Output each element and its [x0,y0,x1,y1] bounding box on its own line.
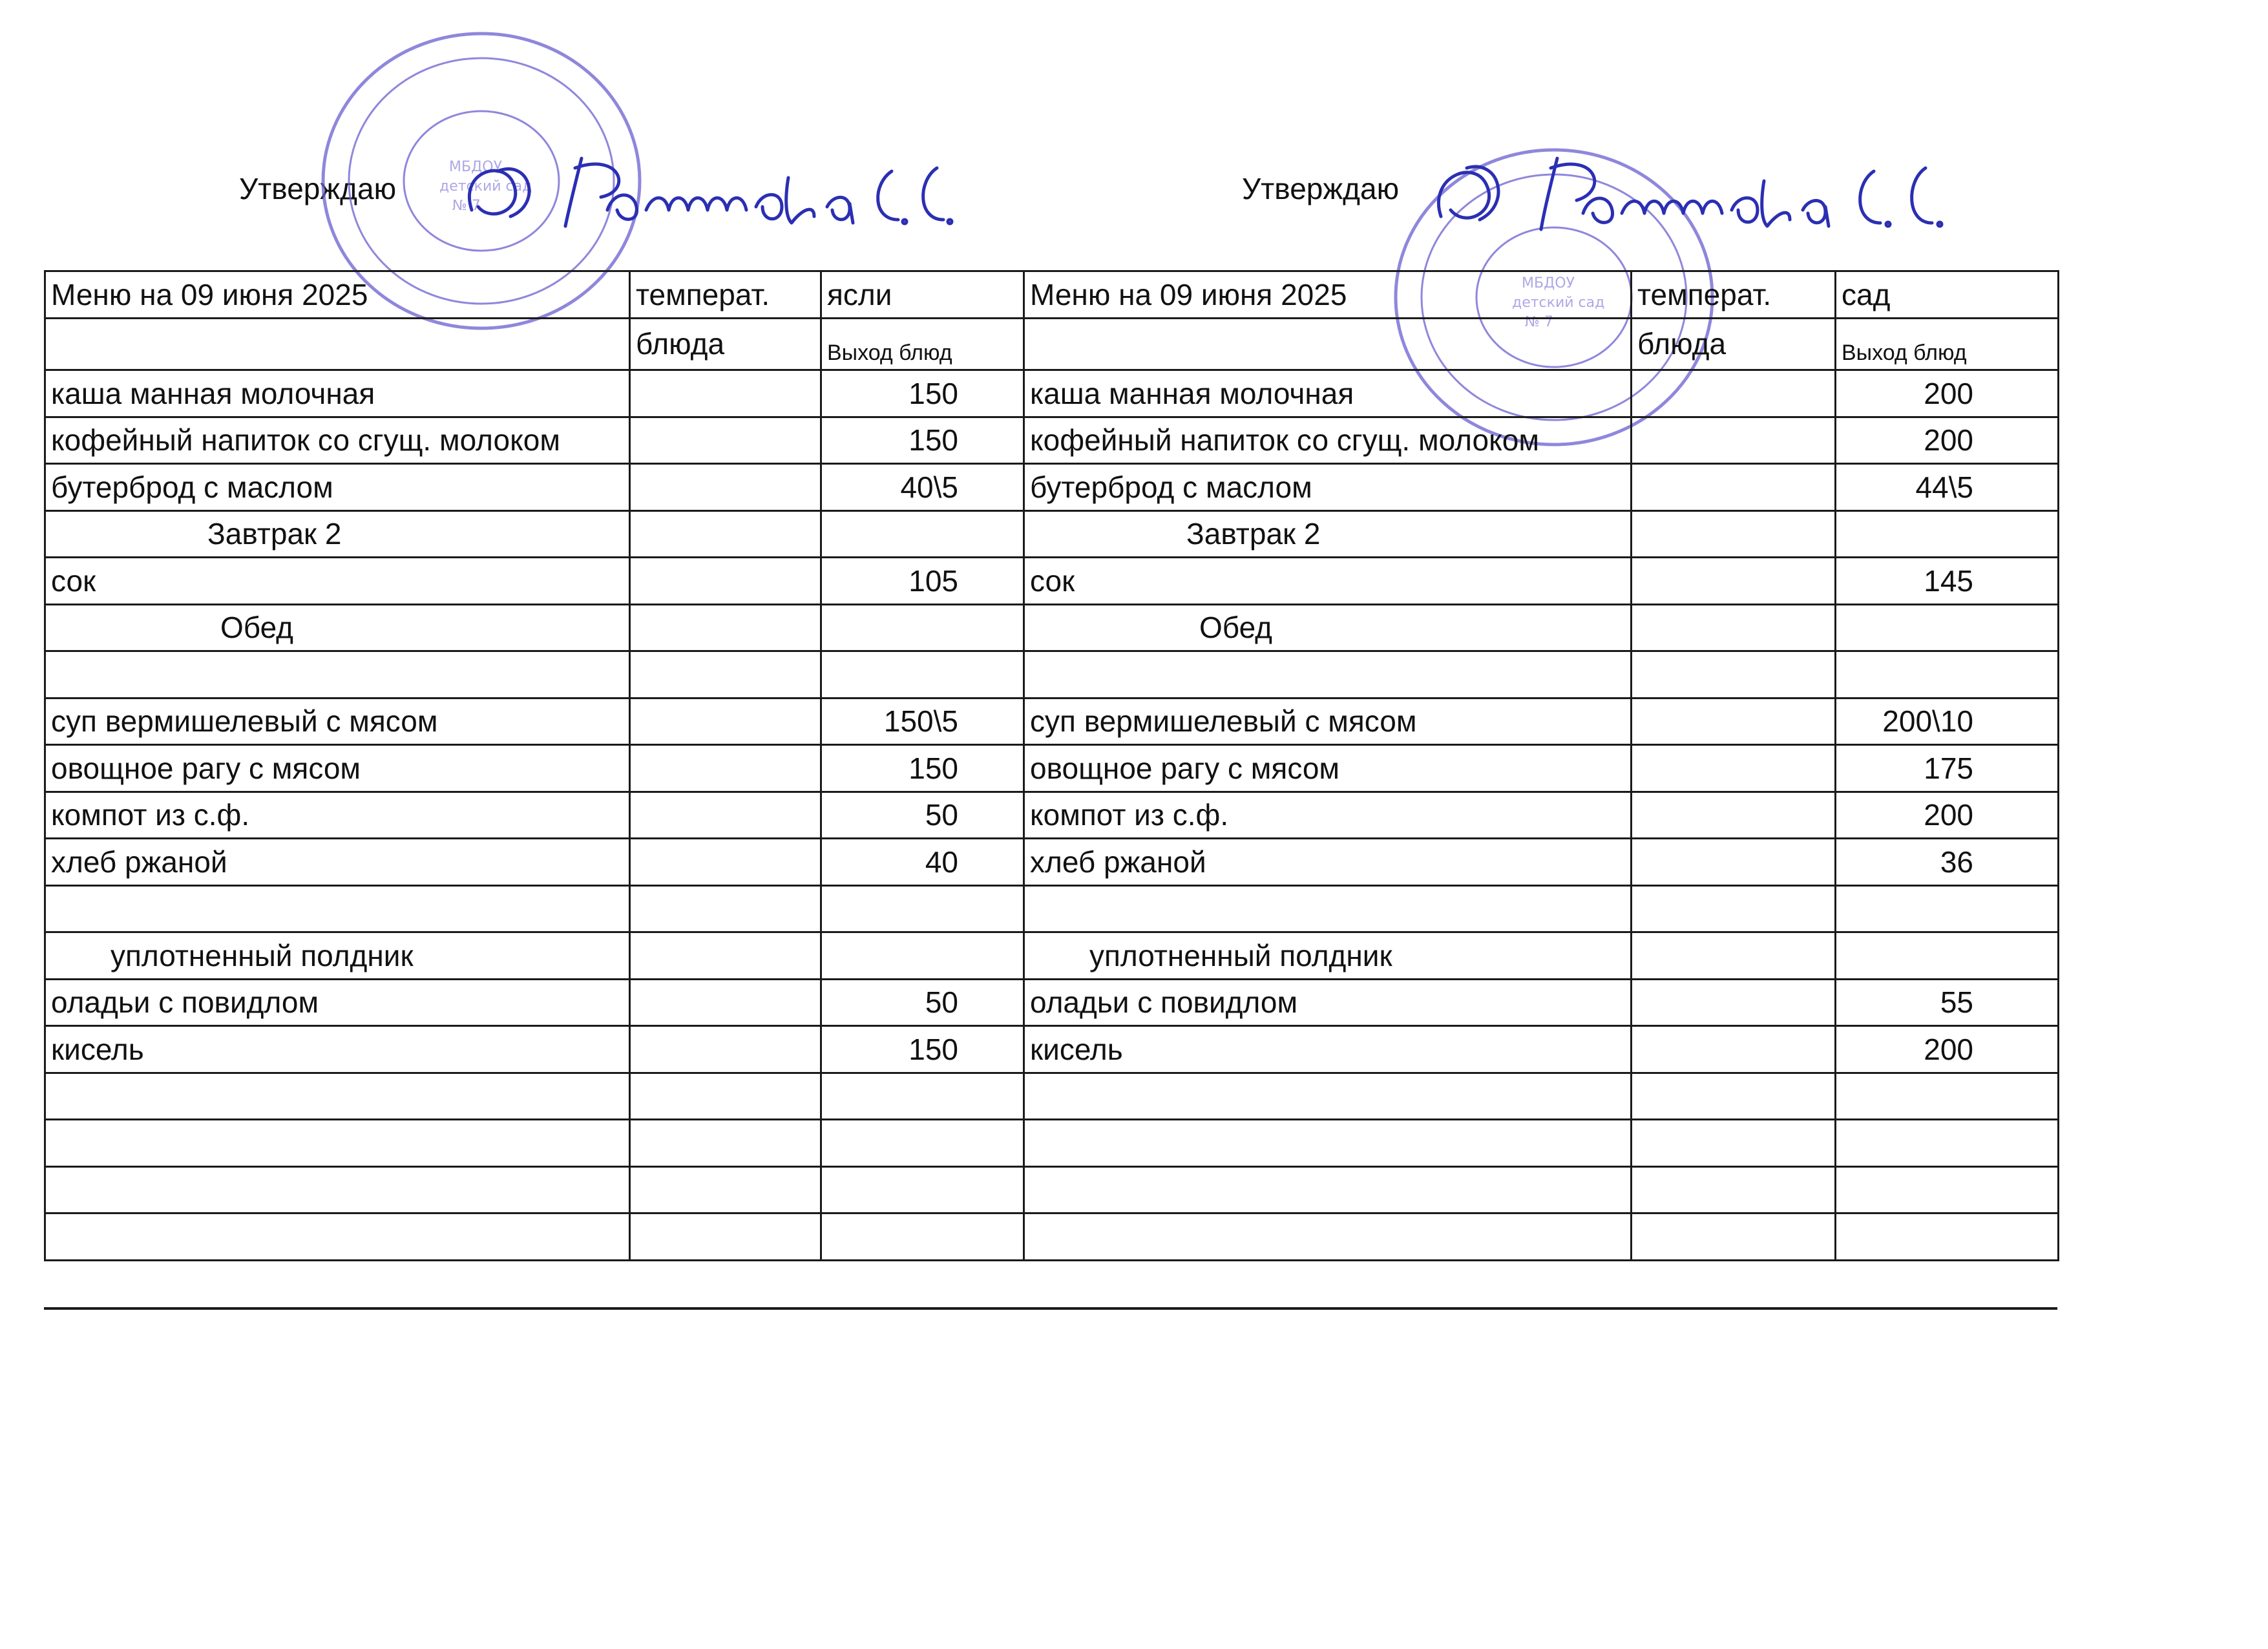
right-dish-name: сок [1024,558,1632,605]
menu-row [45,839,2059,886]
right-temp-cell [1632,1120,1836,1167]
svg-text:№ 7: № 7 [1525,314,1553,330]
left-output-value [821,651,1024,698]
left-output-value: 40\5 [821,464,1024,511]
menu-row [45,698,2059,745]
menu-row [45,745,2059,792]
right-dish-name: Завтрак 2 [1024,510,1632,558]
right-temp-cell [1632,1213,1836,1261]
left-dish-name: кофейный напиток со сгущ. молоком [45,417,630,464]
right-temp-cell [1632,885,1836,932]
left-output-value: 150\5 [821,698,1024,745]
left-dish-name: уплотненный полдник [45,932,630,980]
left-dish-name: Обед [45,604,630,651]
approve-label-left: Утверждаю [239,172,397,205]
right-output-value [1836,604,2059,651]
right-dish-name: оладьи с повидлом [1024,979,1632,1026]
menu-row [45,1166,2059,1213]
right-output-value: 200 [1836,417,2059,464]
right-output-value: 44\5 [1836,464,2059,511]
right-temp-cell [1632,417,1836,464]
left-output-header: Выход блюд [821,318,1024,370]
menu-row [45,510,2059,558]
left-temp-header: температ. [630,271,821,319]
left-dish-name [45,1120,630,1167]
right-menu-title: Меню на 09 июня 2025 [1024,271,1632,319]
left-output-value [821,885,1024,932]
right-output-value [1836,885,2059,932]
right-dish-name: каша манная молочная [1024,370,1632,417]
right-dish-name: кофейный напиток со сгущ. молоком [1024,417,1632,464]
right-temp-subheader: блюда [1632,318,1836,370]
left-output-value: 150 [821,1026,1024,1073]
right-temp-cell [1632,464,1836,511]
right-empty-sub [1024,318,1632,370]
right-output-value: 36 [1836,839,2059,886]
right-output-value: 200 [1836,370,2059,417]
right-temp-cell [1632,1166,1836,1213]
left-dish-name: кисель [45,1026,630,1073]
left-temp-cell [630,370,821,417]
right-dish-name: суп вермишелевый с мясом [1024,698,1632,745]
right-temp-cell [1632,839,1836,886]
left-output-value: 50 [821,979,1024,1026]
left-temp-cell [630,745,821,792]
left-temp-cell [630,932,821,980]
menu-row [45,464,2059,511]
left-dish-name: овощное рагу с мясом [45,745,630,792]
right-temp-cell [1632,1026,1836,1073]
right-temp-cell [1632,510,1836,558]
left-menu-title: Меню на 09 июня 2025 [45,271,630,319]
left-empty-sub [45,318,630,370]
left-temp-cell [630,417,821,464]
left-output-value: 40 [821,839,1024,886]
right-dish-name: бутерброд с маслом [1024,464,1632,511]
menu-row [45,370,2059,417]
left-temp-cell [630,839,821,886]
left-dish-name [45,1213,630,1261]
right-temp-cell [1632,1073,1836,1120]
menu-row [45,1120,2059,1167]
right-output-value [1836,1073,2059,1120]
right-output-value: 200 [1836,1026,2059,1073]
left-output-value [821,1213,1024,1261]
right-output-value: 55 [1836,979,2059,1026]
right-dish-name [1024,651,1632,698]
left-temp-cell [630,885,821,932]
right-temp-cell [1632,979,1836,1026]
right-output-value [1836,1120,2059,1167]
signature-right [1428,132,2010,242]
left-dish-name: оладьи с повидлом [45,979,630,1026]
left-temp-cell [630,558,821,605]
right-output-value: 145 [1836,558,2059,605]
left-dish-name [45,651,630,698]
menu-row [45,651,2059,698]
menu-row [45,1213,2059,1261]
left-output-value: 150 [821,745,1024,792]
right-output-value: 200 [1836,792,2059,839]
right-dish-name [1024,1073,1632,1120]
right-dish-name: овощное рагу с мясом [1024,745,1632,792]
right-dish-name: кисель [1024,1026,1632,1073]
left-dish-name: компот из с.ф. [45,792,630,839]
svg-text:детский сад: детский сад [439,178,532,194]
left-output-value [821,1166,1024,1213]
right-temp-header: температ. [1632,271,1836,319]
left-dish-name [45,885,630,932]
menu-row [45,932,2059,980]
right-temp-cell [1632,698,1836,745]
svg-text:МБДОУ: МБДОУ [449,159,502,175]
right-output-value: 175 [1836,745,2059,792]
left-temp-cell [630,1073,821,1120]
svg-text:№ 7: № 7 [452,198,481,214]
right-dish-name [1024,1166,1632,1213]
header-row [45,271,2059,319]
left-output-value: 150 [821,370,1024,417]
right-output-value: 200\10 [1836,698,2059,745]
menu-row [45,604,2059,651]
left-dish-name: каша манная молочная [45,370,630,417]
menu-row [45,558,2059,605]
right-temp-cell [1632,604,1836,651]
right-temp-cell [1632,370,1836,417]
right-dish-name: хлеб ржаной [1024,839,1632,886]
menu-row [45,417,2059,464]
right-temp-cell [1632,932,1836,980]
left-dish-name: сок [45,558,630,605]
right-output-value [1836,510,2059,558]
right-temp-cell [1632,745,1836,792]
menu-row [45,1073,2059,1120]
right-dish-name [1024,1120,1632,1167]
left-output-value [821,1073,1024,1120]
menu-row [45,885,2059,932]
right-output-value [1836,1213,2059,1261]
left-dish-name [45,1073,630,1120]
left-dish-name: суп вермишелевый с мясом [45,698,630,745]
left-temp-cell [630,1166,821,1213]
left-temp-subheader: блюда [630,318,821,370]
subheader-row [45,318,2059,370]
left-group-header: ясли [821,271,1024,319]
left-dish-name: бутерброд с маслом [45,464,630,511]
right-temp-cell [1632,792,1836,839]
left-output-value [821,510,1024,558]
right-dish-name [1024,885,1632,932]
left-temp-cell [630,792,821,839]
signature-left [452,132,1034,242]
right-output-value [1836,1166,2059,1213]
svg-text:МБДОУ: МБДОУ [1522,275,1575,291]
left-temp-cell [630,604,821,651]
left-temp-cell [630,1120,821,1167]
right-dish-name: компот из с.ф. [1024,792,1632,839]
left-temp-cell [630,698,821,745]
right-temp-cell [1632,558,1836,605]
left-temp-cell [630,651,821,698]
left-temp-cell [630,979,821,1026]
left-output-value: 50 [821,792,1024,839]
right-dish-name: уплотненный полдник [1024,932,1632,980]
left-output-value [821,932,1024,980]
left-output-value: 150 [821,417,1024,464]
menu-row [45,1026,2059,1073]
left-output-value [821,604,1024,651]
right-dish-name: Обед [1024,604,1632,651]
menu-table [44,270,2059,1261]
right-output-header: Выход блюд [1836,318,2059,370]
left-dish-name: Завтрак 2 [45,510,630,558]
left-temp-cell [630,1213,821,1261]
left-temp-cell [630,1026,821,1073]
right-output-value [1836,932,2059,980]
menu-row [45,979,2059,1026]
bottom-rule [44,1307,2057,1310]
left-dish-name: хлеб ржаной [45,839,630,886]
left-output-value: 105 [821,558,1024,605]
svg-text:детский сад: детский сад [1512,295,1605,311]
right-dish-name [1024,1213,1632,1261]
right-temp-cell [1632,651,1836,698]
left-dish-name [45,1166,630,1213]
left-temp-cell [630,510,821,558]
approve-label-right: Утверждаю [1242,172,1400,205]
left-output-value [821,1120,1024,1167]
left-temp-cell [630,464,821,511]
right-output-value [1836,651,2059,698]
right-group-header: сад [1836,271,2059,319]
menu-row [45,792,2059,839]
